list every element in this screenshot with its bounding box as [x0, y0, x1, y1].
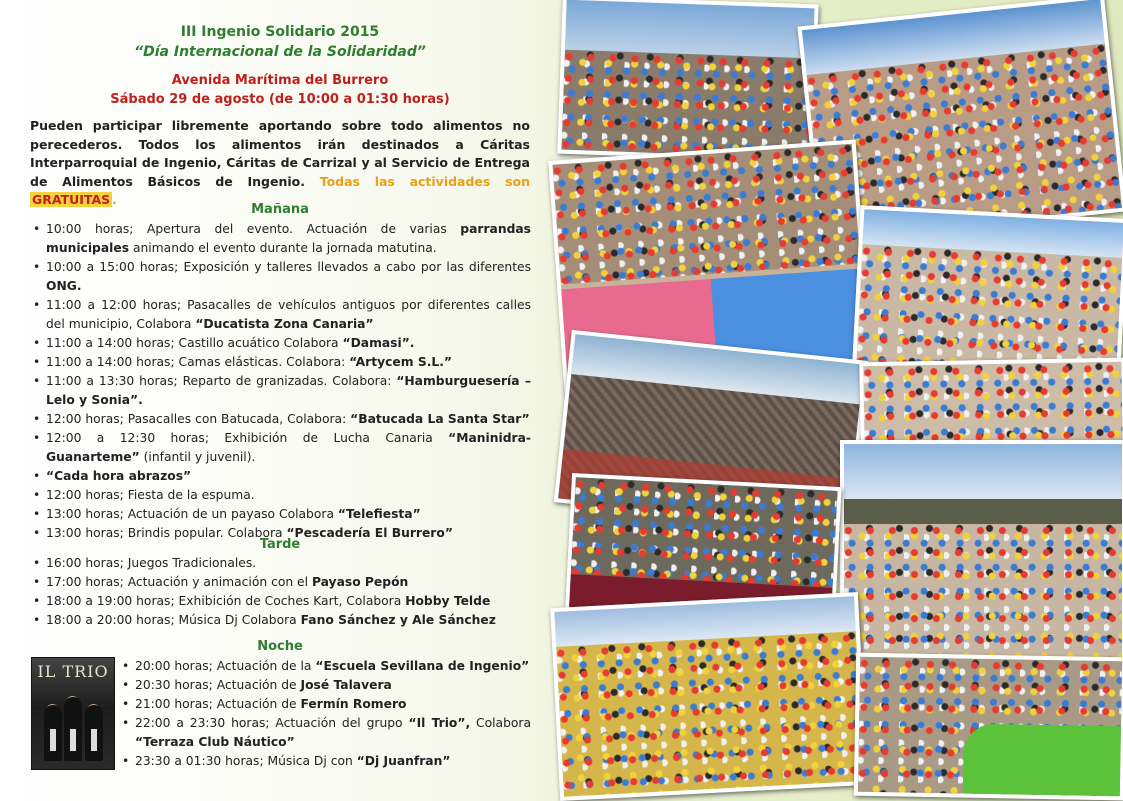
schedule-item — [31, 258, 531, 296]
schedule-item-text: 20:00 horas; Actuación de la — [135, 659, 316, 673]
event-date: Sábado 29 de agosto (de 10:00 a 01:30 horas) — [110, 92, 450, 107]
schedule-item — [120, 752, 531, 771]
schedule-item — [31, 353, 531, 372]
section-morning: Mañana — [251, 202, 309, 217]
schedule-item — [31, 592, 531, 611]
schedule-item-text: 16:00 horas; Juegos Tradicionales. — [46, 556, 257, 570]
schedule-item-highlight: “Ducatista Zona Canaria” — [195, 317, 374, 331]
schedule-item-highlight: “Batucada La Santa Star” — [350, 412, 530, 426]
schedule-item-highlight: “Il Trio”, — [408, 716, 471, 730]
schedule-item — [31, 429, 531, 467]
event-subtitle: “Día Internacional de la Solidaridad” — [134, 44, 426, 60]
schedule-item-highlight: “Telefiesta” — [337, 507, 421, 521]
schedule-item-text: 12:00 a 12:30 horas; Exhibición de Lucha Canaria — [46, 431, 449, 445]
photo-coast — [840, 440, 1123, 663]
schedule-item-highlight: José Talavera — [300, 678, 392, 692]
schedule-item-text: 10:00 a 15:00 horas; Exposición y talleres llevados a cabo por las diferentes — [46, 260, 531, 274]
schedule-item — [31, 372, 531, 410]
free-highlight: GRATUITAS — [32, 192, 111, 207]
schedule-item-highlight-2: “Terraza Club Náutico” — [135, 735, 295, 749]
photo-zumba-1 — [557, 0, 818, 162]
schedule-item-text: 17:00 horas; Actuación y animación con el — [46, 575, 312, 589]
il-trio-logo: IL TRIO — [37, 662, 109, 681]
schedule-item-highlight: “Artycem S.L.” — [349, 355, 452, 369]
schedule-item-text: 18:00 a 20:00 horas; Música Dj Colabora — [46, 613, 301, 627]
schedule-item-highlight: Payaso Pepón — [311, 575, 409, 589]
schedule-item — [31, 554, 531, 573]
schedule-item — [120, 676, 531, 695]
schedule-item-text: 18:00 a 19:00 horas; Exhibición de Coches Kart, Colabora — [46, 594, 406, 608]
schedule-item-text: 11:00 a 14:00 horas; Castillo acuático Colabora — [46, 336, 343, 350]
schedule-item — [120, 695, 531, 714]
photo-yellow-shirts — [550, 592, 868, 801]
schedule-item-text: 11:00 a 14:00 horas; Camas elásticas. Colabora: — [46, 355, 350, 369]
photo-bouncy-slide — [854, 653, 1123, 801]
schedule-item — [31, 220, 531, 258]
schedule-item-highlight: “Hamburguesería – Lelo y Sonia”. — [46, 374, 531, 407]
event-title: III Ingenio Solidario 2015 — [180, 24, 380, 40]
schedule-item — [120, 657, 531, 676]
schedule-item-highlight: “Pescadería El Burrero” — [286, 526, 453, 540]
schedule-item-text: 11:00 a 13:30 horas; Reparto de granizadas. Colabora: — [46, 374, 397, 388]
schedule-item — [31, 334, 531, 353]
schedule-item — [31, 505, 531, 524]
morning-list — [31, 220, 531, 543]
schedule-item-highlight: Hobby Telde — [405, 594, 491, 608]
intro-text: Pueden participar libremente aportando sobre todo alimentos no perecederos. Todos los alimentos irán destinados a Cáritas Interparroquial de Ingenio, Cáritas de Carrizal y al Servicio de Entrega de Alimentos Básicos de Ingenio. — [30, 118, 530, 189]
event-location: Avenida Marítima del Burrero — [171, 73, 389, 88]
schedule-item-highlight: “Escuela Sevillana de Ingenio” — [315, 659, 530, 673]
schedule-item-text-end: Colabora — [470, 716, 532, 730]
schedule-item-highlight: “Maninidra- Guanarteme” — [46, 431, 531, 464]
schedule-item-text: 12:00 horas; Pasacalles con Batucada, Colabora: — [46, 412, 351, 426]
intro-paragraph — [30, 117, 530, 210]
schedule-item — [31, 611, 531, 630]
schedule-item-highlight: “Damasi”. — [342, 336, 415, 350]
schedule-item-text: 23:30 a 01:30 horas; Música Dj con — [135, 754, 357, 768]
schedule-item-highlight: “Dj Juanfran” — [356, 754, 451, 768]
schedule-item-text: 10:00 horas; Apertura del evento. Actuación de varias — [46, 222, 461, 236]
night-list — [120, 657, 531, 771]
schedule-item-text-end: animando el evento durante la jornada matutina. — [129, 241, 437, 255]
schedule-item-highlight: Fano Sánchez y Ale Sánchez — [300, 613, 496, 627]
section-night: Noche — [257, 639, 303, 654]
program-panel — [0, 0, 555, 794]
schedule-item-text: 22:00 a 23:30 horas; Actuación del grupo — [135, 716, 409, 730]
schedule-item — [31, 296, 531, 334]
photo-tents — [859, 358, 1123, 451]
schedule-item-text: 13:00 horas; Actuación de un payaso Colabora — [46, 507, 338, 521]
schedule-item-highlight: “Cada hora abrazos” — [46, 469, 192, 483]
afternoon-list — [31, 554, 531, 630]
free-suffix: . — [112, 192, 117, 207]
schedule-item-highlight: parrandas municipales — [46, 222, 531, 255]
schedule-item — [31, 410, 531, 429]
schedule-item-text: 20:30 horas; Actuación de — [135, 678, 301, 692]
schedule-item — [31, 573, 531, 592]
schedule-item — [31, 467, 531, 486]
schedule-item-highlight: Fermín Romero — [300, 697, 407, 711]
schedule-item-highlight: ONG. — [46, 279, 82, 293]
schedule-item — [120, 714, 531, 752]
free-prefix: Todas las actividades son — [319, 173, 530, 189]
schedule-item — [31, 486, 531, 505]
il-trio-photo — [31, 657, 115, 770]
schedule-item-text: 11:00 a 12:00 horas; Pasacalles de vehículos antiguos por diferentes calles del municipio, Colabora — [46, 298, 531, 331]
schedule-item-text-end: (infantil y juvenil). — [139, 450, 256, 464]
section-afternoon: Tarde — [259, 537, 301, 552]
schedule-item-text: 13:00 horas; Brindis popular. Colabora — [46, 526, 287, 540]
schedule-item-text: 21:00 horas; Actuación de — [135, 697, 301, 711]
schedule-item-text: 12:00 horas; Fiesta de la espuma. — [46, 488, 255, 502]
